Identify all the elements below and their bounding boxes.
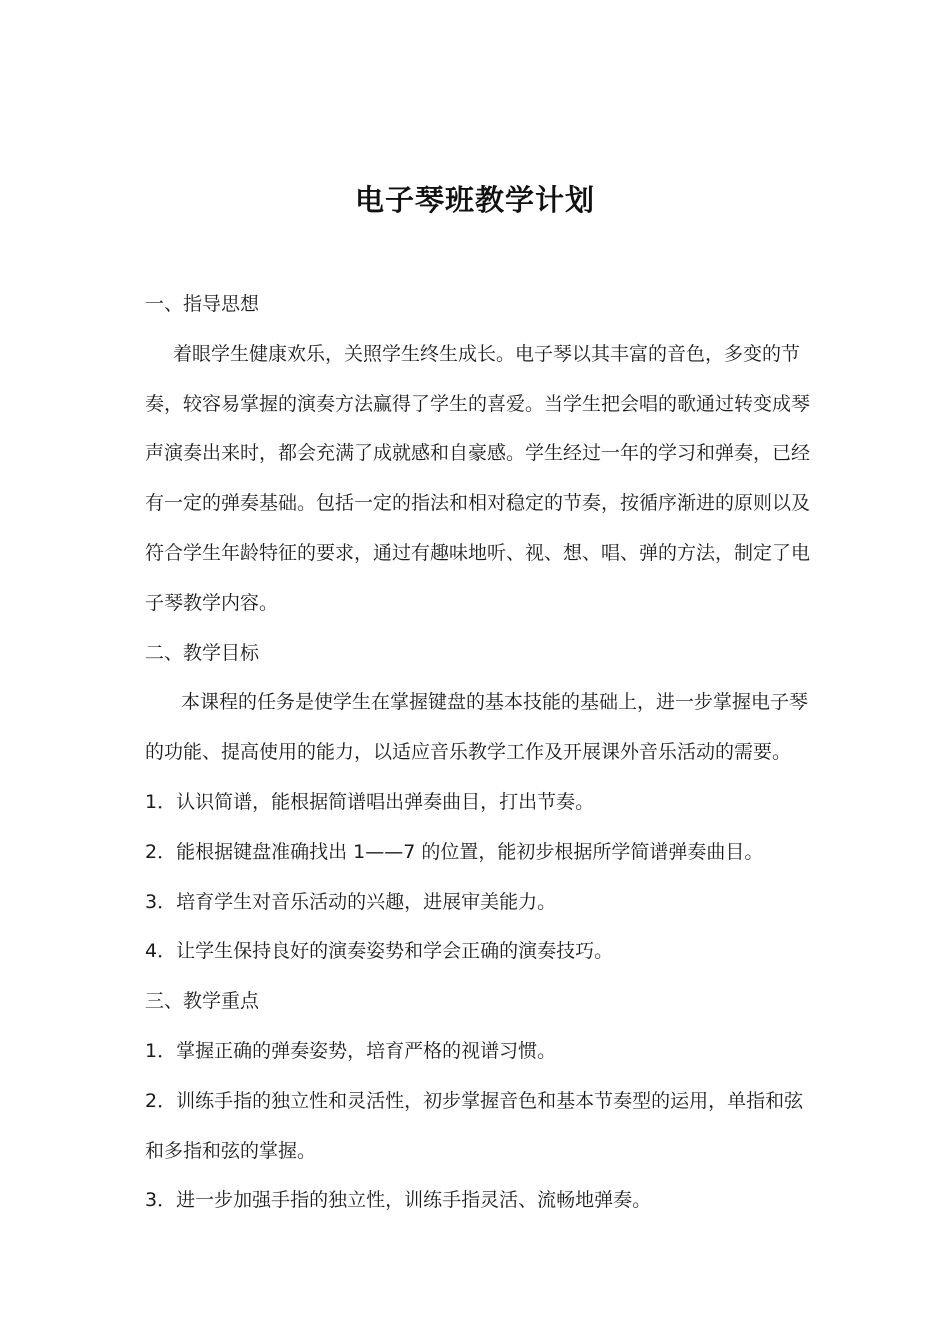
document-title: 电子琴班教学计划 [354,183,595,217]
section-paragraph-teaching-goals: 本课程的任务是使学生在掌握键盘的基本技能的基础上，进一步掌握电子琴的功能、提高使用的能力，以适应音乐教学工作及开展课外音乐活动的需要。 [145,691,809,764]
list-item: 3．进一步加强手指的独立性，训练手指灵活、流畅地弹奏。 [145,1189,652,1212]
list-item: 3．培育学生对音乐活动的兴趣，进展审美能力。 [145,890,557,913]
list-item: 4．让学生保持良好的演奏姿势和学会正确的演奏技巧。 [145,940,614,963]
document-body [145,280,815,1226]
list-item: 1．认识简谱，能根据简谱唱出弹奏曲目，打出节奏。 [145,790,595,813]
section-heading-guiding-ideology: 一、指导思想 [145,293,260,315]
list-item: 2．训练手指的独立性和灵活性，初步掌握音色和基本节奏型的运用，单指和弦和多指和弦的掌握。 [145,1089,804,1162]
list-item: 2．能根据键盘准确找出 1——7 的位置，能初步根据所学简谱弹奏曲目。 [145,840,764,863]
list-item: 1．掌握正确的弹奏姿势，培育严格的视谱习惯。 [145,1039,557,1062]
section-paragraph-guiding-ideology: 着眼学生健康欢乐，关照学生终生成长。电子琴以其丰富的音色，多变的节奏，较容易掌握的演奏方法赢得了学生的喜爱。当学生把会唱的歌通过转变成琴声演奏出来时，都会充满了成就感和自豪感。学生经过一年的学习和弹奏，已经有一定的弹奏基础。包括一定的指法和相对稳定的节奏，按循序渐进的原则以及符合学生年龄特征的要求，通过有趣味地听、视、想、唱、弹的方法，制定了电子琴教学内容。 [145,342,811,614]
section-heading-teaching-goals: 二、教学目标 [145,641,260,664]
section-heading-teaching-focus: 三、教学重点 [145,990,260,1013]
